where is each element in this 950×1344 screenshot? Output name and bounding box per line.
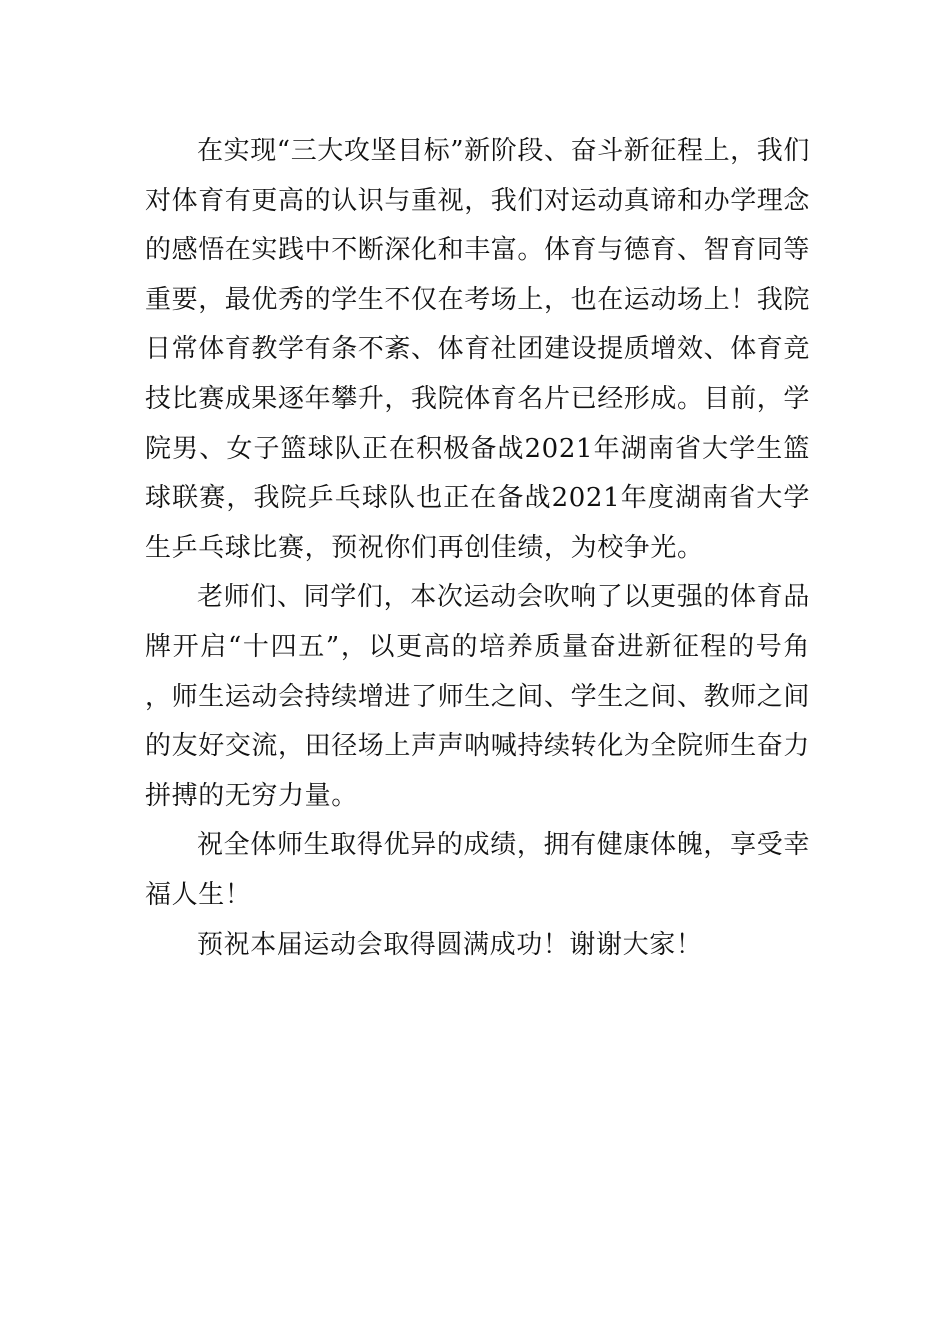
paragraph-wishes: 祝全体师生取得优异的成绩，拥有健康体魄，享受幸福人生！ [145, 830, 810, 910]
document-body [145, 127, 810, 970]
paragraph-closing: 预祝本届运动会取得圆满成功！谢谢大家！ [197, 929, 703, 960]
paragraph-sports-meet: 老师们、同学们，本次运动会吹响了以更强的体育品牌开启“十四五”，以更高的培养质量奋进新征程的号角，师生运动会持续增进了师生之间、学生之间、教师之间的友好交流，田径场上声声呐喊持续转化为全院师生奋力拼搏的无穷力量。 [145, 582, 811, 811]
paragraph-goals: 在实现“三大攻坚目标”新阶段、奋斗新征程上，我们对体育有更高的认识与重视，我们对运动真谛和办学理念的感悟在实践中不断深化和丰富。体育与德育、智育同等重要，最优秀的学生不仅在考场上，也在运动场上！我院日常体育教学有条不紊、体育社团建设提质增效、体育竞技比赛成果逐年攀升，我院体育名片已经形成。目前，学院男、女子篮球队正在积极备战2021年湖南省大学生篮球联赛，我院乒乓球队也正在备战2021年度湖南省大学生乒乓球比赛，预祝你们再创佳绩，为校争光。 [145, 136, 811, 563]
